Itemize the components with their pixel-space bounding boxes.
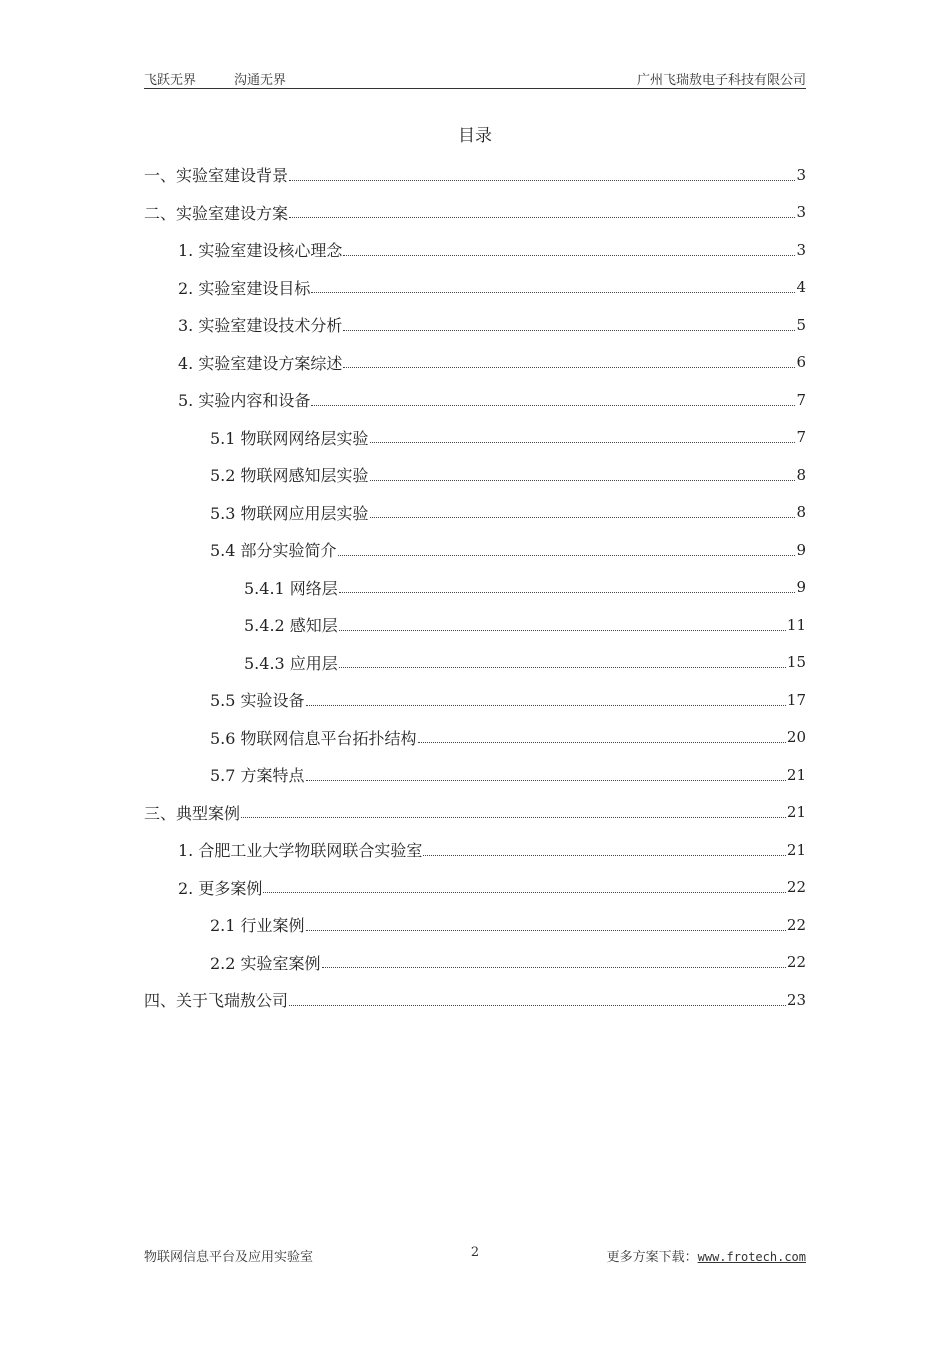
toc-entry[interactable] (144, 269, 806, 307)
toc-entry[interactable] (144, 644, 806, 682)
toc-entry[interactable] (144, 456, 806, 494)
page-footer (144, 1246, 806, 1266)
toc-entry-label: 5.4.1 网络层 (244, 578, 338, 598)
toc-entry-page: 21 (786, 765, 806, 784)
toc-entry[interactable] (144, 606, 806, 644)
toc-dot-leader (370, 516, 796, 518)
toc-dot-leader (339, 666, 786, 668)
toc-entry-page: 3 (796, 203, 806, 222)
toc-entry[interactable] (144, 381, 806, 419)
toc-entry-page: 7 (796, 390, 806, 409)
toc-entry-label: 5.4 部分实验简介 (210, 541, 337, 561)
toc-entry[interactable] (144, 756, 806, 794)
toc-entry[interactable] (144, 719, 806, 757)
toc-dot-leader (311, 291, 795, 293)
toc-entry-page: 4 (796, 278, 806, 297)
toc-entry-label: 5.3 物联网应用层实验 (210, 503, 369, 523)
toc-dot-leader (343, 254, 795, 256)
header-company: 广州飞瑞敖电子科技有限公司 (636, 73, 806, 88)
toc-entry-page: 23 (786, 990, 806, 1009)
toc-entry[interactable] (144, 869, 806, 907)
toc-dot-leader (343, 329, 795, 331)
header-slogan: 沟通无界 (234, 73, 287, 88)
footer-doc-title: 物联网信息平台及应用实验室 (144, 1250, 314, 1265)
toc-entry[interactable] (144, 494, 806, 532)
toc-entry[interactable] (144, 156, 806, 194)
toc-entry[interactable] (144, 569, 806, 607)
toc-entry-label: 5.7 方案特点 (210, 766, 305, 786)
footer-download-link[interactable]: www.frotech.com (697, 1250, 806, 1264)
toc-entry-page: 3 (796, 165, 806, 184)
toc-entry-label: 一、实验室建设背景 (144, 166, 289, 186)
footer-download-label: 更多方案下载： (606, 1250, 698, 1265)
toc-entry-page: 17 (786, 690, 806, 709)
toc-entry-label: 1. 合肥工业大学物联网联合实验室 (178, 841, 423, 861)
toc-entry-label: 2.2 实验室案例 (210, 953, 321, 973)
toc-dot-leader (370, 479, 796, 481)
toc-dot-leader (289, 1004, 786, 1006)
toc-entry-label: 四、关于飞瑞敖公司 (144, 991, 289, 1011)
toc-entry-page: 9 (796, 578, 806, 597)
toc-dot-leader (338, 554, 796, 556)
toc-entry-label: 5.2 物联网感知层实验 (210, 466, 369, 486)
toc-entry[interactable] (144, 944, 806, 982)
toc-entry[interactable] (144, 344, 806, 382)
toc-entry-label: 2. 更多案例 (178, 878, 263, 898)
toc-entry-page: 21 (786, 803, 806, 822)
header-slogan: 飞跃无界 (144, 73, 197, 88)
toc-entry[interactable] (144, 231, 806, 269)
toc-dot-leader (418, 741, 786, 743)
toc-dot-leader (289, 216, 795, 218)
toc-entry-label: 2.1 行业案例 (210, 916, 305, 936)
toc-dot-leader (322, 966, 786, 968)
toc-entry-page: 6 (796, 353, 806, 372)
toc-entry-page: 8 (796, 503, 806, 522)
toc-entry[interactable] (144, 794, 806, 832)
toc-entry-page: 5 (796, 315, 806, 334)
toc-entry-page: 3 (796, 240, 806, 259)
toc-entry-label: 5. 实验内容和设备 (178, 391, 311, 411)
toc-entry-page: 7 (796, 428, 806, 447)
toc-dot-leader (339, 591, 796, 593)
toc-entry-label: 二、实验室建设方案 (144, 203, 289, 223)
toc-dot-leader (423, 854, 786, 856)
toc-entry-label: 5.6 物联网信息平台拓扑结构 (210, 728, 417, 748)
toc-dot-leader (311, 404, 795, 406)
toc-entry-page: 22 (786, 915, 806, 934)
toc-entry-page: 15 (786, 653, 806, 672)
toc-entry-label: 5.4.2 感知层 (244, 616, 338, 636)
toc-entry-page: 20 (786, 728, 806, 747)
toc-entry-label: 4. 实验室建设方案综述 (178, 353, 343, 373)
toc-dot-leader (306, 704, 786, 706)
toc-dot-leader (306, 779, 786, 781)
footer-page-number: 2 (470, 1245, 480, 1260)
toc-dot-leader (339, 629, 786, 631)
toc-dot-leader (289, 179, 795, 181)
toc-dot-leader (343, 366, 795, 368)
toc-title: 目录 (458, 126, 492, 146)
toc-entry-label: 5.5 实验设备 (210, 691, 305, 711)
toc-entry-page: 8 (796, 465, 806, 484)
toc-entry[interactable] (144, 531, 806, 569)
toc-entry-label: 2. 实验室建设目标 (178, 278, 311, 298)
toc-entry-page: 22 (786, 953, 806, 972)
toc-entry-label: 5.4.3 应用层 (244, 653, 338, 673)
toc-entry[interactable] (144, 831, 806, 869)
toc-entry-page: 9 (796, 540, 806, 559)
toc-entry[interactable] (144, 906, 806, 944)
footer-download (607, 1246, 806, 1265)
toc-entry-page: 21 (786, 840, 806, 859)
toc-entry[interactable] (144, 419, 806, 457)
toc-dot-leader (241, 816, 786, 818)
toc-dot-leader (306, 929, 786, 931)
header-slogans (144, 69, 286, 88)
toc-entry[interactable] (144, 681, 806, 719)
toc-entry[interactable] (144, 194, 806, 232)
toc-entry-label: 三、典型案例 (144, 803, 241, 823)
toc-dot-leader (263, 891, 786, 893)
toc-entry-label: 1. 实验室建设核心理念 (178, 241, 343, 261)
toc-entry-label: 5.1 物联网网络层实验 (210, 428, 369, 448)
toc-entry-page: 11 (786, 615, 806, 634)
toc-entry[interactable] (144, 981, 806, 1019)
toc-dot-leader (370, 441, 796, 443)
table-of-contents (144, 156, 806, 1019)
toc-entry-page: 22 (786, 878, 806, 897)
toc-entry-label: 3. 实验室建设技术分析 (178, 316, 343, 336)
toc-entry[interactable] (144, 306, 806, 344)
page-header (144, 66, 806, 89)
